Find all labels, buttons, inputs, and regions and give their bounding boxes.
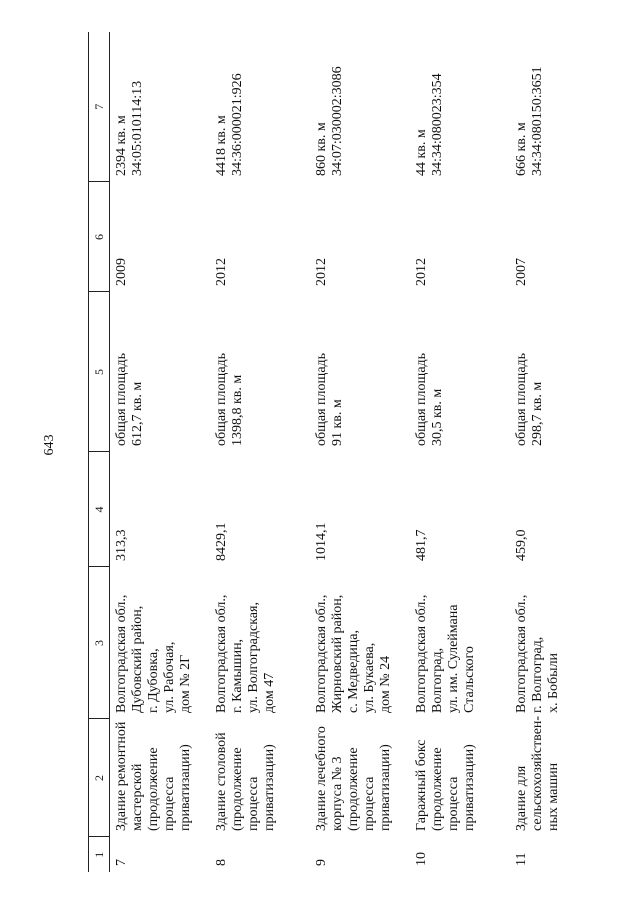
object-name-line: приватизации)	[261, 744, 277, 831]
object-year: 2012	[213, 258, 229, 286]
object-area-line: общая площадь	[114, 352, 129, 446]
column-header: 6	[89, 182, 110, 292]
land-cadastre-line: 34:07:030002:3086	[329, 66, 345, 176]
object-address-line: г. Волгоград,	[529, 636, 545, 713]
table-row	[310, 32, 410, 872]
object-name-line: процесса	[361, 776, 377, 831]
header-row	[89, 32, 110, 872]
object-address	[210, 567, 310, 719]
object-name	[310, 719, 410, 837]
column-header: 4	[89, 452, 110, 567]
column-header: 7	[89, 32, 110, 182]
table-landscape	[88, 32, 628, 872]
object-area-line: общая площадь	[413, 352, 429, 446]
row-number: 11	[513, 852, 529, 866]
land-cadastre-line: 4418 кв. м	[213, 115, 229, 176]
object-area-line: 298,7 кв. м	[529, 381, 545, 446]
object-name-line: Гаражный бокс	[413, 739, 429, 831]
land-cadastre-line: 34:34:080150:3651	[529, 66, 545, 176]
object-year: 2009	[114, 258, 129, 286]
object-address-line: ул. Букаева,	[361, 642, 377, 713]
object-year: 2012	[313, 258, 329, 286]
object-name-line: (продолжение	[345, 747, 361, 831]
object-value: 313,3	[114, 529, 129, 561]
object-area-line: 612,7 кв. м	[130, 381, 145, 446]
object-area-line: 91 кв. м	[329, 399, 345, 446]
object-address-line: Волгоградская обл.,	[114, 594, 129, 713]
property-table	[88, 32, 610, 872]
object-address-line: Волгоградская обл.,	[413, 594, 429, 713]
table-row	[410, 32, 510, 872]
object-area-line: общая площадь	[513, 352, 529, 446]
object-address-line: дом 47	[261, 672, 277, 713]
object-name	[110, 719, 210, 837]
land-cadastre-line: 34:34:080023:354	[429, 73, 445, 176]
object-name-line: процесса	[162, 776, 177, 831]
object-address-line: Дубовский район,	[130, 605, 145, 713]
object-address-line: Волгоградская обл.,	[313, 594, 329, 713]
object-name-line: приватизации)	[377, 744, 393, 831]
column-header: 1	[89, 837, 110, 872]
object-name-line: мастерской	[130, 763, 145, 831]
land-cadastre-line: 34:36:000021:926	[229, 73, 245, 176]
object-address	[510, 567, 610, 719]
object-area	[510, 292, 610, 452]
object-name-line: Здание для	[513, 765, 529, 831]
object-area-line: общая площадь	[313, 352, 329, 446]
object-address-line: ул. Волгоградская,	[245, 602, 261, 713]
page-number: 643	[42, 434, 57, 456]
object-name-line: приватизации)	[178, 744, 193, 831]
object-address	[410, 567, 510, 719]
object-name-line: Здание столовой	[213, 732, 229, 831]
object-address-line: Волгоградская обл.,	[213, 594, 229, 713]
object-address-line: Стальского	[461, 646, 477, 713]
object-year: 2007	[513, 258, 529, 286]
object-address-line: х. Бобыли	[545, 652, 561, 713]
object-area-line: 30,5 кв. м	[429, 388, 445, 446]
object-address-line: с. Медведица,	[345, 629, 361, 713]
table-row	[110, 32, 210, 872]
land-cadastre-line: 44 кв. м	[413, 129, 429, 176]
object-name-line: процесса	[445, 776, 461, 831]
object-name-line: Здание ремонтной	[114, 721, 129, 831]
object-name-line: (продолжение	[229, 747, 245, 831]
object-address-line: г. Дубовка,	[146, 648, 161, 713]
object-name-line: Здание лечебного	[313, 726, 329, 831]
land-cadastre-line: 2394 кв. м	[114, 115, 129, 176]
row-number: 7	[114, 859, 129, 866]
object-name	[410, 719, 510, 837]
table-row	[210, 32, 310, 872]
object-area-line: общая площадь	[213, 352, 229, 446]
object-value: 481,7	[413, 529, 429, 561]
object-year: 2012	[413, 258, 429, 286]
object-address-line: ул. им. Сулеймана	[445, 604, 461, 713]
object-name-line: (продолжение	[429, 747, 445, 831]
land-cadastre-line: 666 кв. м	[513, 122, 529, 176]
object-area	[410, 292, 510, 452]
object-area-line: 1398,8 кв. м	[229, 374, 245, 446]
object-area	[210, 292, 310, 452]
object-name-line: приватизации)	[461, 744, 477, 831]
object-name-line: процесса	[245, 776, 261, 831]
object-name	[210, 719, 310, 837]
object-name	[510, 715, 610, 837]
row-number: 10	[413, 852, 429, 866]
table-rotator	[88, 32, 628, 872]
object-value: 459,0	[513, 529, 529, 561]
land-cadastre	[210, 32, 310, 182]
table-row	[510, 32, 610, 872]
column-header: 5	[89, 292, 110, 452]
object-address-line: дом № 24	[377, 655, 393, 713]
land-cadastre-line: 34:05:010114:13	[130, 80, 145, 176]
row-number: 8	[213, 859, 229, 866]
object-area	[310, 292, 410, 452]
table-body	[110, 32, 610, 872]
object-value: 8429,1	[213, 522, 229, 561]
object-value: 1014,1	[313, 522, 329, 561]
object-address-line: Волгоград,	[429, 647, 445, 713]
object-address-line: Жирновский район,	[329, 594, 345, 713]
land-cadastre	[110, 32, 210, 182]
object-address-line: г. Камышин,	[229, 638, 245, 713]
column-header: 2	[89, 719, 110, 837]
land-cadastre	[410, 32, 510, 182]
object-address	[110, 567, 210, 719]
object-address	[310, 567, 410, 719]
object-area	[110, 292, 210, 452]
object-address-line: дом № 2Г	[178, 654, 193, 713]
object-address-line: Волгоградская обл.,	[513, 594, 529, 713]
object-name-line: ных машин	[545, 762, 561, 831]
object-name-line: сельскохозяйствен-	[529, 715, 545, 831]
column-header: 3	[89, 567, 110, 719]
object-name-line: корпуса № 3	[329, 756, 345, 831]
object-name-line: (продолжение	[146, 747, 161, 831]
row-number: 9	[313, 859, 329, 866]
object-address-line: ул. Рабочая,	[162, 641, 177, 713]
land-cadastre	[310, 32, 410, 182]
land-cadastre-line: 860 кв. м	[313, 122, 329, 176]
land-cadastre	[510, 32, 610, 182]
